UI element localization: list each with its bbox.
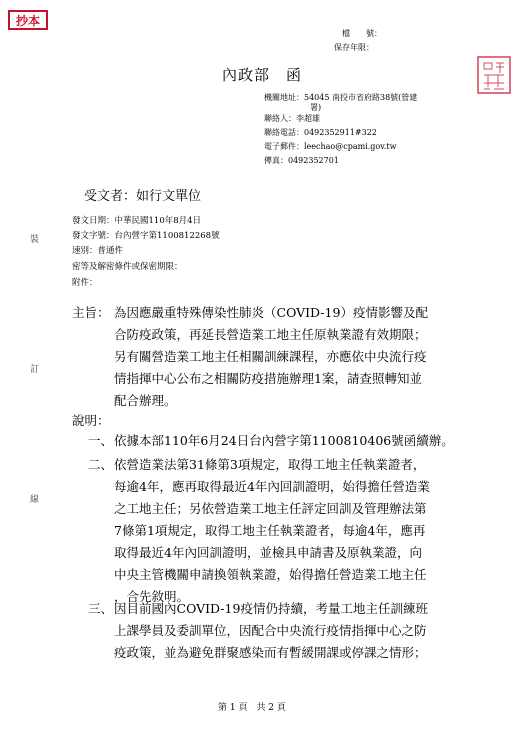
org-address-cont: 署) [310,103,322,112]
retention-label: 保存年限： [334,43,374,52]
explanation-item-line: 取得最近4年內回訓證明，並檢具申請書及原執業證，向 [114,545,422,560]
explanation-item-line: 依營造業法第31條第3項規定，取得工地主任執業證者， [114,457,426,472]
explanation-item-line: 每逾4年，應再取得最近4年內回訓證明，始得擔任營造業 [114,479,430,494]
file-number-label: 檔 號： [342,29,382,38]
explanation-item-number: 二、 [88,457,114,472]
org-phone: 聯絡電話：0492352911#322 [264,128,377,137]
dispatch-secrecy: 密等及解密條件或保密期限： [72,262,183,272]
explanation-item-line: 中央主管機關申請換領執業證，始得擔任營造業工地主任 [114,567,427,582]
explanation-item-line: 上課學員及委訓單位，因配合中央流行疫情指揮中心之防 [114,623,427,638]
explanation-item-number: 三、 [88,601,114,616]
subject-line: 情指揮中心公布之相關防疫措施辦理1案，請查照轉知並 [114,371,422,386]
copy-stamp: 抄本 [8,10,48,30]
margin-mark-bind: 裝 [30,235,40,245]
explanation-item-line: 疫政策，並為避免群聚感染而有暫緩開課或停課之情形； [114,645,427,660]
org-email: 電子郵件：leechao@cpami.gov.tw [264,142,397,151]
explanation-item-number: 一、 [88,433,114,448]
subject-line: 合防疫政策，再延長營造業工地主任原執業證有效期限； [114,327,427,342]
dispatch-attachment: 附件： [72,278,98,288]
subject-line: 配合辦理。 [114,393,177,408]
explanation-label: 說明： [72,413,110,428]
dispatch-date: 發文日期：中華民國110年8月4日 [72,216,202,226]
subject-line: 為因應嚴重特殊傳染性肺炎（COVID-19）疫情影響及配 [114,305,428,320]
dispatch-speed: 速別：普通件 [72,246,124,256]
dispatch-number: 發文字號：台內營字第1100812268號 [72,231,220,241]
recipient: 受文者：如行文單位 [84,189,202,204]
page-footer: 第 1 頁 共 2 頁 [218,703,286,713]
subject-line: 另有關營造業工地主任相關訓練課程，亦應依中央流行疫 [114,349,427,364]
margin-mark-staple: 訂 [30,365,40,375]
document-title: 內政部 函 [222,66,303,84]
explanation-item-line: 之工地主任；另依營造業工地主任評定回訓及管理辦法第 [114,501,427,516]
org-contact: 聯絡人：李超雄 [264,114,320,123]
subject-label: 主旨： [72,305,110,320]
org-fax: 傳真：0492352701 [264,156,339,165]
org-address: 機關地址：54045 南投市省府路38號(營建 [264,93,418,102]
explanation-item-line: 7條第1項規定，取得工地主任執業證者，每逾4年，應再 [114,523,426,538]
explanation-item-line: ，合先敘明。 [114,589,190,604]
official-seal-icon [476,55,512,95]
explanation-item-line: 因目前國內COVID-19疫情仍持續，考量工地主任訓練班 [114,601,428,616]
explanation-item-line: 依據本部110年6月24日台內營字第1100810406號函續辦。 [114,433,454,448]
margin-mark-line: 線 [30,495,40,505]
